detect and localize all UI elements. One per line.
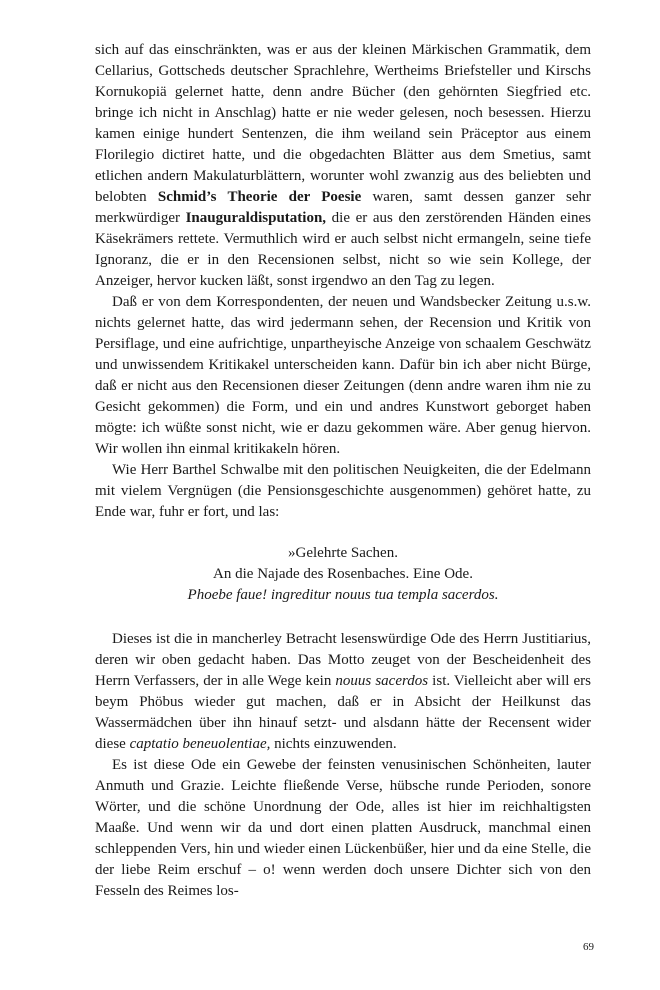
paragraph — [95, 292, 591, 460]
bold-text: Inauguraldisputation, — [185, 210, 327, 226]
bold-text: Schmid’s Theorie der Poesie — [157, 189, 362, 205]
text-run: sich auf das einschränkten, was er aus der kleinen Märkischen Grammatik, dem Cellarius, Gottscheds deutscher Sprachlehre, Wertheims Briefsteller und Kirschs Kornukopiä gelernet hatte, denn andre Bücher (den gehörnten Siegfried etc. bringe ich nicht in Anschlag) hatte er nie weder gelesen, noch besessen. Hierzu kamen einige hundert Sentenzen, die ihm weiland sein Präceptor aus einem Florilegio dictiret hatte, und die obgedachten Blätter aus dem Smetius, samt etlichen andern Makulaturblättern, worunter wohl zwanzig aus des beliebten und belobten — [95, 42, 591, 205]
text-run: Dieses ist die in mancherley Betracht lesenswürdige Ode des Herrn Justitiarius, deren wir oben gedacht haben. Das Motto zeuget von der Bescheidenheit des Herrn Verfassers, der in alle Wege kein — [95, 631, 591, 689]
paragraph — [95, 629, 591, 755]
paragraph — [95, 460, 591, 523]
section-title: »Gelehrte Sachen. — [288, 545, 398, 561]
text-run: ist. Vielleicht aber will ers beym Phöbus wieder gut machen, daß er in Absicht der Heilkunst das Wassermädchen über ihn hinauf setzt- und alsdann hätte der Recensent wider diese — [95, 673, 592, 752]
text-run: Daß er von dem Korrespondenten, der neuen und Wandsbecker Zeitung u.s.w. nichts gelernet hatte, das wird jedermann sehen, der Recension und Kritik von Persiflage, und eine aufrichtige, unpartheyische Anzeige von schaalem Geschwätz und unwissendem Kritikakel unterscheiden kann. Dafür bin ich aber nicht Bürge, daß er nicht aus den Recensionen dieser Zeitungen (denn andre waren ihm nie zu Gesicht gekommen) die Form, und ein und andres Kunstwort geborget haben mögte: ich wüßte sonst nicht, wie er dazu gekommen wäre. Aber genug hiervon. Wir wollen ihn einmal kritikakeln hören. — [95, 294, 591, 457]
text-run: nichts einzuwenden. — [270, 736, 397, 752]
text-run: waren, samt dessen ganzer sehr merkwürdiger — [95, 189, 592, 226]
body-text-lower — [95, 629, 591, 902]
ode-motto: Phoebe faue! ingreditur nouus tua templa sacerdos. — [187, 587, 499, 603]
page-text — [95, 40, 591, 902]
page-number: 69 — [583, 941, 594, 953]
text-run: Es ist diese Ode ein Gewebe der feinsten venusinischen Schönheiten, lauter Anmuth und Grazie. Leichte fließende Verse, hübsche runde Perioden, sonore Wörter, und die schöne Unordnung der Ode, alles ist hier im reichhaltigsten Maaße. Und wenn wir da und dort einen platten Ausdruck, manchmal einen schleppenden Vers, hin und wieder einen Lückenbüßer, hier und da eine Stelle, die der liebe Reim erschuf – o! wenn werden doch unsere Dichter sich von den Fesseln des Reimes los- — [95, 757, 591, 899]
italic-text: nouus sacerdos — [335, 673, 429, 689]
text-run: die er aus den zerstörenden Händen eines Käsekrämers rettete. Vermuthlich wird er auch selbst nicht ermangeln, seine tiefe Ignoranz, die er in den Recensionen selbst, nicht so wie sein Kollege, der Anzeiger, hervor kucken läßt, sonst irgendwo an den Tag zu legen. — [95, 210, 591, 289]
body-text-upper — [95, 40, 591, 523]
ode-title: An die Najade des Rosenbaches. Eine Ode. — [213, 566, 473, 582]
paragraph — [95, 40, 591, 292]
paragraph — [95, 755, 591, 902]
italic-text: captatio beneuolentiae, — [129, 736, 271, 752]
ode-heading — [95, 543, 591, 606]
text-run: Wie Herr Barthel Schwalbe mit den politischen Neuigkeiten, die der Edelmann mit vielem Vergnügen (die Pensionsgeschichte ausgenommen) gehöret hatte, zu Ende war, fuhr er fort, und las: — [95, 462, 591, 520]
